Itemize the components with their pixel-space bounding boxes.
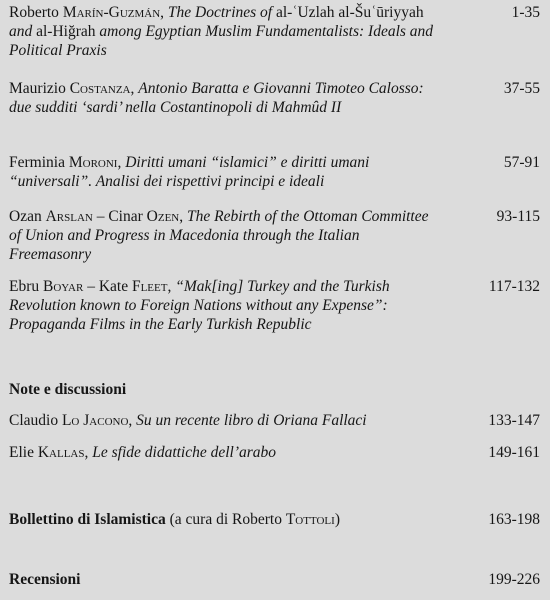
author-first: Ozan: [9, 208, 42, 225]
author-first: Maurizio: [9, 80, 66, 97]
entry-text: Claudio Lo Jacono, Su un recente libro di Oriana Fallaci: [9, 412, 367, 429]
toc-entry-bollettino: [9, 510, 540, 529]
toc-entry: [9, 443, 540, 462]
author-first: Claudio: [9, 412, 59, 429]
author-first: Cinar: [108, 208, 143, 225]
section-title: Bollettino di Islamistica: [9, 511, 166, 528]
article-title-part: among Egyptian Muslim Fundamentalists: Ideals and Political Praxis: [9, 23, 434, 59]
entry-text: Ebru Boyar – Kate Fleet, “Mak[ing] Turkey and the Turkish Revolution known to Foreign Nations without any Expense”: Propaganda Films in the Early Turkish Republic: [9, 278, 390, 333]
article-title-part: The Doctrines of: [167, 4, 276, 21]
author-first: Ferminia: [9, 154, 65, 171]
entry-text: Roberto Marín-Guzmán, The Doctrines of al-ʿUzlah al-Šuʿūriyyah and al-Hiğrah among Egyptian Muslim Fundamentalists: Ideals and Political Praxis: [9, 4, 434, 59]
author-last: Fleet: [131, 278, 168, 295]
entry-text: Ferminia Moroni, Diritti umani “islamici” e diritti umani “universali”. Analisi dei rispettivi principi e ideali: [9, 154, 370, 190]
page-range: 93-115: [496, 208, 540, 225]
entry-text: Maurizio Costanza, Antonio Baratta e Giovanni Timoteo Calosso: due sudditi ‘sardi’ nella Costantinopoli di Mahmûd II: [9, 80, 424, 116]
article-title: “Mak[ing] Turkey and the Turkish Revolution known to Foreign Nations without any Expense”: Propaganda Films in the Early Turkish Republic: [9, 278, 390, 333]
page-range: 1-35: [511, 4, 540, 21]
section-title: Recensioni: [9, 571, 81, 588]
curator-suffix: ): [334, 511, 340, 528]
author-first: Kate: [98, 278, 129, 295]
toc-entry: [9, 277, 540, 334]
author-last: Lo Jacono: [61, 412, 129, 429]
author-first: Roberto: [9, 4, 59, 21]
entry-text: [9, 510, 439, 529]
author-last: Ozen: [146, 208, 180, 225]
toc-entry: [9, 79, 540, 117]
author-last: Costanza: [69, 80, 131, 97]
toc-entry: [9, 3, 540, 60]
article-title: Diritti umani “islamici” e diritti umani “universali”. Analisi dei rispettivi principi e ideali: [9, 154, 370, 190]
entry-text: Elie Kallas, Le sfide didattiche dell’arabo: [9, 444, 277, 461]
author-last: Kallas: [37, 444, 85, 461]
curator-last: Tottoli: [285, 511, 335, 528]
page-range: 37-55: [503, 80, 540, 97]
article-title: Le sfide didattiche dell’arabo: [92, 444, 277, 461]
author-last: Marín-Guzmán: [62, 4, 161, 21]
toc-entry-recensioni: [9, 570, 540, 589]
page-range: 133-147: [488, 412, 540, 429]
author-last: Boyar: [43, 278, 84, 295]
article-title-part: al-Hiğrah: [36, 23, 96, 40]
page-range: 117-132: [488, 278, 540, 295]
page-range: 57-91: [503, 154, 540, 171]
page-range: 199-226: [488, 571, 540, 588]
article-title: The Rebirth of the Ottoman Committee of Union and Progress in Macedonia through the Italian Freemasonry: [9, 208, 429, 263]
article-title: Su un recente libro di Oriana Fallaci: [136, 412, 367, 429]
author-first: Elie: [9, 444, 34, 461]
author-last: Arslan: [45, 208, 93, 225]
page-range: 163-198: [488, 511, 540, 528]
curator-prefix: (a cura di Roberto: [169, 511, 286, 528]
article-title-part: al-ʿUzlah al-Šuʿūriyyah: [275, 4, 424, 21]
article-title: Antonio Baratta e Giovanni Timoteo Calosso: due sudditi ‘sardi’ nella Costantinopoli di Mahmûd II: [9, 80, 424, 116]
toc-entry: [9, 411, 540, 430]
toc-entry: [9, 153, 540, 191]
toc-entry: [9, 207, 540, 264]
author-last: Moroni: [68, 154, 118, 171]
entry-text: Ozan Arslan – Cinar Ozen, The Rebirth of the Ottoman Committee of Union and Progress in Macedonia through the Italian Freemasonry: [9, 208, 429, 263]
page-range: 149-161: [488, 444, 540, 461]
article-title-part: and: [9, 23, 37, 40]
author-first: Ebru: [9, 278, 40, 295]
section-heading: Note e discussioni: [9, 381, 127, 398]
